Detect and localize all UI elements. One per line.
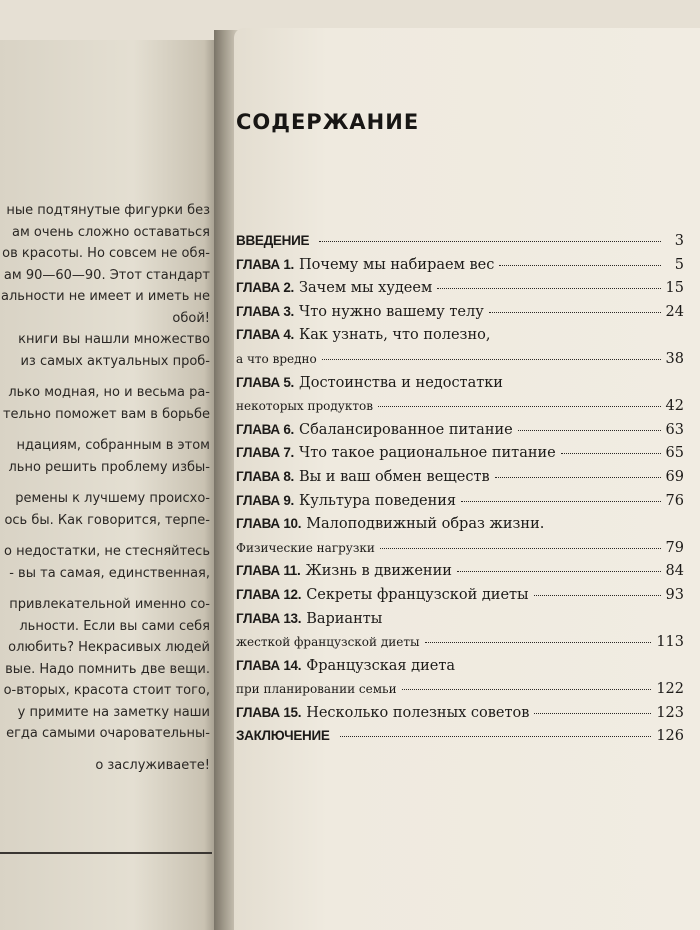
toc-entry xyxy=(236,634,684,658)
toc-entry-label: ГЛАВА 9. xyxy=(236,492,294,508)
toc-entry-title: Достоинства и недостатки xyxy=(298,374,503,391)
left-page-line: лько модная, но и весьма ра- xyxy=(8,385,210,400)
left-page-line: вые. Надо помнить две вещи. xyxy=(5,661,210,677)
table-of-contents xyxy=(236,233,684,752)
toc-entry-title: Сбалансированное питание xyxy=(298,421,513,438)
toc-entry xyxy=(236,398,684,422)
left-page-line xyxy=(0,531,210,541)
toc-entry-title: Почему мы набираем вес xyxy=(298,256,495,273)
toc-entry xyxy=(236,611,684,635)
toc-leader-dots xyxy=(319,241,661,242)
left-page-footer-rule xyxy=(0,852,212,854)
toc-entry xyxy=(236,587,684,611)
left-page-line: о недостатки, не стесняйтесь xyxy=(4,544,210,559)
toc-leader-dots xyxy=(534,595,661,596)
toc-page-number: 123 xyxy=(656,704,684,721)
left-page xyxy=(0,40,222,930)
left-page-line xyxy=(0,584,210,594)
toc-page-number: 24 xyxy=(665,303,684,320)
toc-entry-title: при планировании семьи xyxy=(236,682,397,697)
left-page-line xyxy=(0,425,210,435)
left-page-line: льно решить проблему избы- xyxy=(8,459,210,475)
toc-page-number: 69 xyxy=(665,468,684,485)
toc-page-number: 65 xyxy=(665,445,684,462)
toc-entry-label: ВВЕДЕНИЕ xyxy=(236,233,310,248)
toc-entry xyxy=(236,563,684,587)
toc-leader-dots xyxy=(499,265,661,266)
toc-entry xyxy=(236,445,684,469)
toc-entry-title: Секреты французской диеты xyxy=(306,586,529,603)
left-page-line xyxy=(0,478,210,488)
toc-entry-label: ГЛАВА 15. xyxy=(236,704,302,720)
left-page-line: обой! xyxy=(172,310,210,326)
toc-entry-label: ГЛАВА 14. xyxy=(236,657,302,673)
toc-entry-title: Что нужно вашему телу xyxy=(298,303,484,320)
toc-page-number: 113 xyxy=(656,634,684,651)
left-page-line: ов красоты. Но совсем не обя- xyxy=(2,246,210,261)
toc-entry-label: ГЛАВА 7. xyxy=(236,445,294,461)
left-page-line: ам очень сложно оставаться xyxy=(11,224,210,240)
toc-entry-title: некоторых продуктов xyxy=(236,399,373,414)
toc-page-number: 38 xyxy=(665,350,684,367)
toc-entry xyxy=(236,257,684,281)
left-page-line: тельно поможет вам в борьбе xyxy=(2,406,210,422)
toc-entry xyxy=(236,351,684,375)
left-page-line: привлекательной именно со- xyxy=(9,597,210,612)
toc-leader-dots xyxy=(378,406,661,407)
left-page-line xyxy=(0,745,210,755)
toc-entry xyxy=(236,516,684,540)
toc-entry xyxy=(236,280,684,304)
toc-entry-label: ГЛАВА 13. xyxy=(236,610,302,626)
toc-entry-label: ГЛАВА 8. xyxy=(236,468,294,484)
toc-entry xyxy=(236,658,684,682)
toc-leader-dots xyxy=(322,359,661,360)
toc-page-number: 122 xyxy=(656,681,684,698)
toc-entry xyxy=(236,728,684,752)
toc-entry xyxy=(236,233,684,257)
toc-entry-title: Зачем мы худеем xyxy=(298,280,433,297)
toc-entry-title: Французская диета xyxy=(306,657,456,674)
left-page-line: ось бы. Как говорится, терпе- xyxy=(4,512,210,528)
toc-entry-label: ГЛАВА 2. xyxy=(236,280,294,296)
toc-entry xyxy=(236,681,684,705)
toc-title: СОДЕРЖАНИЕ xyxy=(236,110,420,134)
left-page-line: о-вторых, красота стоит того, xyxy=(3,683,210,698)
toc-entry-title: Физические нагрузки xyxy=(236,540,375,555)
toc-leader-dots xyxy=(534,713,651,714)
toc-page-number: 3 xyxy=(674,233,684,249)
toc-entry xyxy=(236,469,684,493)
left-page-line: ные подтянутые фигурки без xyxy=(6,203,210,218)
toc-leader-dots xyxy=(489,312,661,313)
toc-entry-title: Малоподвижный образ жизни. xyxy=(306,516,545,533)
left-page-line: ам 90—60—90. Этот стандарт xyxy=(3,267,210,283)
toc-leader-dots xyxy=(495,477,661,478)
toc-entry-label: ГЛАВА 5. xyxy=(236,374,294,390)
toc-entry-title: жесткой французской диеты xyxy=(236,635,420,650)
toc-entry-label: ГЛАВА 6. xyxy=(236,421,294,437)
toc-leader-dots xyxy=(561,453,661,454)
left-page-line: ремены к лучшему происхо- xyxy=(15,491,210,506)
left-page-line: ндациям, собранным в этом xyxy=(16,438,210,453)
left-page-line: книги вы нашли множество xyxy=(18,332,210,347)
toc-entry xyxy=(236,705,684,729)
toc-leader-dots xyxy=(340,736,652,737)
toc-leader-dots xyxy=(457,571,661,572)
toc-leader-dots xyxy=(518,430,661,431)
left-page-line: из самых актуальных проб- xyxy=(20,353,210,369)
toc-page-number: 126 xyxy=(656,728,684,745)
toc-leader-dots xyxy=(425,642,652,643)
left-page-line: альности не имеет и иметь не xyxy=(1,289,210,304)
toc-entry-title: Несколько полезных советов xyxy=(306,704,530,721)
toc-leader-dots xyxy=(461,501,660,502)
left-page-line: о заслуживаете! xyxy=(95,757,210,773)
toc-page-number: 84 xyxy=(665,563,684,580)
left-page-line: у примите на заметку наши xyxy=(17,704,210,720)
toc-entry-title: Вы и ваш обмен веществ xyxy=(298,468,490,485)
toc-leader-dots xyxy=(380,548,661,549)
toc-page-number: 42 xyxy=(665,398,684,415)
toc-leader-dots xyxy=(437,288,660,289)
toc-entry-title: Как узнать, что полезно, xyxy=(298,327,491,344)
toc-entry xyxy=(236,304,684,328)
toc-entry-label: ГЛАВА 12. xyxy=(236,586,302,602)
toc-entry-title: Что такое рациональное питание xyxy=(298,445,556,462)
left-page-line: - вы та самая, единственная, xyxy=(9,565,210,581)
toc-page-number: 15 xyxy=(665,280,684,297)
left-page-line: льности. Если вы сами себя xyxy=(19,618,210,634)
left-page-line xyxy=(0,372,210,382)
left-page-text xyxy=(0,200,210,776)
right-page xyxy=(234,28,700,930)
toc-entry xyxy=(236,540,684,564)
left-page-line: олюбить? Некрасивых людей xyxy=(8,640,210,655)
toc-page-number: 5 xyxy=(674,256,684,273)
toc-leader-dots xyxy=(402,689,652,690)
left-page-line: егда самыми очаровательны- xyxy=(6,726,210,741)
toc-entry-label: ЗАКЛЮЧЕНИЕ xyxy=(236,728,330,744)
toc-page-number: 63 xyxy=(665,421,684,438)
toc-entry xyxy=(236,422,684,446)
toc-entry-title: Жизнь в движении xyxy=(305,563,452,580)
toc-page-number: 93 xyxy=(665,586,684,603)
toc-page-number: 79 xyxy=(665,539,684,556)
toc-entry xyxy=(236,493,684,517)
toc-entry-title: Культура поведения xyxy=(298,492,457,509)
toc-entry-title: а что вредно xyxy=(236,351,317,366)
toc-entry-label: ГЛАВА 1. xyxy=(236,256,294,272)
toc-entry-title: Варианты xyxy=(306,610,383,627)
toc-entry-label: ГЛАВА 10. xyxy=(236,516,302,532)
toc-entry-label: ГЛАВА 11. xyxy=(236,563,301,579)
toc-entry xyxy=(236,327,684,351)
toc-page-number: 76 xyxy=(665,492,684,509)
toc-entry-label: ГЛАВА 3. xyxy=(236,303,294,319)
toc-entry xyxy=(236,375,684,399)
toc-entry-label: ГЛАВА 4. xyxy=(236,327,294,343)
